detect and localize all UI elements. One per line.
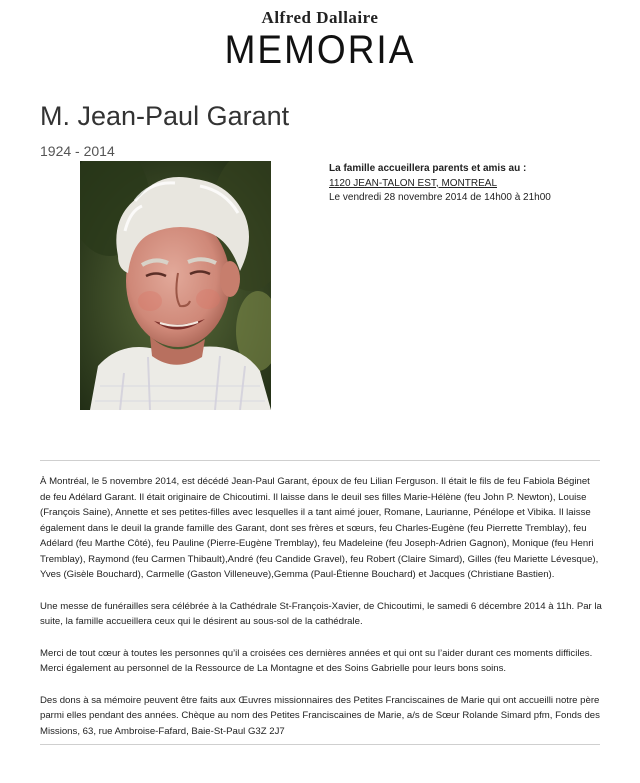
obituary-paragraph: Merci de tout cœur à toutes les personnes qu’il a croisées ces dernières années et qui ont su l’aider durant ces moments difficiles. Merci également au personnel de la Ressource de La Montagne et des Soins Gabrielle pour leurs bons soins. <box>40 647 593 674</box>
obituary-paragraph: Des dons à sa mémoire peuvent être faits aux Œuvres missionnaires des Petites Franciscaines de Marie qui ont accueilli notre père parmi elles pendant des années. Chèque au nom des Petites Franciscaines de Marie, a/s de Sœur Rolande Simard pfm, Fonds des Missions, 63, rue Ambroise-Fafard, Baie-St-Paul G3Z 2J7 <box>40 694 600 737</box>
memoria-logo[interactable] <box>0 8 640 71</box>
visitation-info <box>329 162 551 206</box>
logo-brand-main: MEMORIA <box>224 27 416 72</box>
deceased-name: M. Jean-Paul Garant <box>40 101 290 131</box>
visitation-address-link[interactable]: 1120 JEAN-TALON EST, MONTREAL <box>329 177 498 189</box>
obituary-paragraph: À Montréal, le 5 novembre 2014, est décédé Jean-Paul Garant, époux de feu Lilian Ferguson. Il était le fils de feu Fabiola Béginet de feu Adélard Garant. Il était originaire de Chicoutimi. Il laisse dans le deuil ses filles Marie-Hélène (feu John P. Newton), Louise (François Saine), Annette et ses petites-filles avec lesquelles il a tant aimé jouer, Romane, Laurianne, Pénélope et Vibika. Il laisse également dans le deuil la grande famille des Garant, dont ses frères et sœurs, feu Charles-Eugène (feu Pierrette Tremblay), feu Adélard (feu Marthe Côté), feu Pauline (Pierre-Eugène Tremblay), feu Madeleine (feu Joseph-Adrien Gagnon), Monique (feu Henri Tremblay), Raymond (feu Carmen Thibault),André (feu Candide Gravel), feu Robert (Claire Simard), Gilles (feu Mariette Lévesque), Yves (Gisèle Bouchard), Carmelle (Gaston Villeneuve),Gemma (Paul-Étienne Bouchard) et Jacques (Christiane Bastien). <box>40 476 599 580</box>
obituary-text <box>40 474 602 755</box>
top-divider <box>40 460 600 461</box>
bottom-divider <box>40 744 600 745</box>
visitation-intro: La famille accueillera parents et amis au : <box>329 163 527 174</box>
obituary-paragraph: Une messe de funérailles sera célébrée à la Cathédrale St-François-Xavier, de Chicoutimi, le samedi 6 décembre 2014 à 11h. Par la suite, la famille accueillera ceux qui le désirent au sous-sol de la cathédrale. <box>40 600 602 627</box>
logo-brand-top: Alfred Dallaire <box>261 8 379 27</box>
life-years: 1924 - 2014 <box>40 143 115 159</box>
visitation-datetime: Le vendredi 28 novembre 2014 de 14h00 à 21h00 <box>329 192 551 203</box>
portrait-photo <box>80 161 271 410</box>
